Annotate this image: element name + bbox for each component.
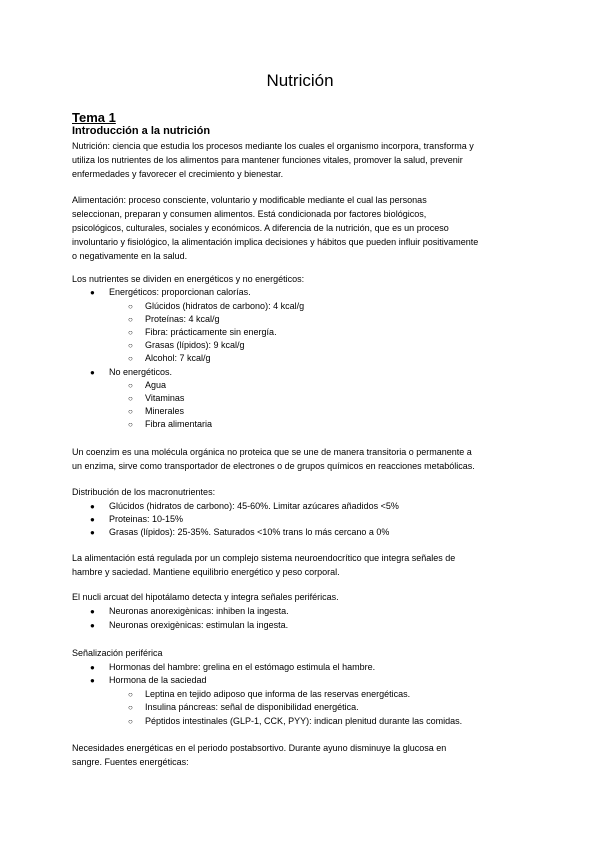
bullet-glyph: ● [90,528,95,537]
senalizacion-saciedad-label: Hormona de la saciedad [109,675,207,685]
circle-glyph: ○ [128,354,133,363]
energeticos-label: Energéticos: proporcionan calorías. [109,287,251,297]
bullet-glyph: ● [90,288,95,297]
no-energeticos-item: Fibra alimentaria [145,419,213,429]
nutricion-line: Nutrición: ciencia que estudia los procesos mediante los cuales el organismo incorpora, transforma y [72,141,474,151]
circle-glyph: ○ [128,315,133,324]
regulacion-line: La alimentación está regulada por un complejo sistema neuroendocrítico que integra señales de [72,553,456,563]
saciedad-item: Insulina páncreas: señal de disponibilidad energética. [145,702,359,712]
bullet-glyph: ● [90,663,95,672]
saciedad-item: Péptidos intestinales (GLP-1, CCK, PYY): indican plenitud durante las comidas. [145,716,463,726]
bullet-glyph: ● [90,368,95,377]
no-energeticos-item: Vitaminas [145,393,185,403]
alimentacion-line: psicológicos, culturales, sociales y económicos. A diferencia de la nutrición, que es un proceso [72,223,449,233]
nutricion-line: utiliza los nutrientes de los alimentos para mantener funciones vitales, promover la salud, prevenir [72,155,463,165]
tema-heading: Tema 1 [72,110,116,125]
regulacion-line: hambre y saciedad. Mantiene equilibrio energético y peso corporal. [72,567,340,577]
distribucion-item: Glúcidos (hidratos de carbono): 45-60%. Limitar azúcares añadidos <5% [109,501,399,511]
coenzima-line: un enzima, sirve como transportador de electrones o de grupos químicos en reacciones metabólicas. [72,461,475,471]
senalizacion-hambre: Hormonas del hambre: grelina en el estómago estimula el hambre. [109,662,376,672]
senalizacion-heading: Señalización periférica [72,648,163,658]
bullet-glyph: ● [90,515,95,524]
necesidades-line: Necesidades energéticas en el periodo postabsortivo. Durante ayuno disminuye la glucosa en [72,743,447,753]
energeticos-item: Proteínas: 4 kcal/g [145,314,220,324]
bullet-glyph: ● [90,621,95,630]
alimentacion-line: involuntario y fisiológico, la alimentación implica decisiones y hábitos que pueden influir positivamente [72,237,479,247]
circle-glyph: ○ [128,341,133,350]
saciedad-item: Leptina en tejido adiposo que informa de las reservas energéticas. [145,689,411,699]
nucli-item: Neuronas orexigènicas: estimulan la ingesta. [109,620,289,630]
circle-glyph: ○ [128,407,133,416]
no-energeticos-label: No energéticos. [109,367,173,377]
circle-glyph: ○ [128,703,133,712]
distribucion-heading: Distribución de los macronutrientes: [72,487,216,497]
necesidades-line: sangre. Fuentes energéticas: [72,757,189,767]
no-energeticos-item: Agua [145,380,167,390]
circle-glyph: ○ [128,717,133,726]
document-title: Nutrición [266,71,334,90]
energeticos-item: Fibra: prácticamente sin energía. [145,327,277,337]
energeticos-item: Glúcidos (hidratos de carbono): 4 kcal/g [145,301,305,311]
nucli-item: Neuronas anorexigènicas: inhiben la ingesta. [109,606,289,616]
bullet-glyph: ● [90,502,95,511]
section-title: Introducción a la nutrición [72,125,211,137]
coenzima-line: Un coenzim es una molécula orgánica no proteica que se une de manera transitoria o permanente a [72,447,472,457]
alimentacion-line: seleccionan, preparan y consumen alimentos. Está condicionada por factores biológicos, [72,209,427,219]
circle-glyph: ○ [128,420,133,429]
circle-glyph: ○ [128,394,133,403]
circle-glyph: ○ [128,381,133,390]
energeticos-item: Grasas (lípidos): 9 kcal/g [145,340,245,350]
alimentacion-line: Alimentación: proceso consciente, voluntario y modificable mediante el cual las personas [72,195,427,205]
bullet-glyph: ● [90,676,95,685]
circle-glyph: ○ [128,302,133,311]
no-energeticos-item: Minerales [145,406,185,416]
alimentacion-line: o negativamente en la salud. [72,251,188,261]
circle-glyph: ○ [128,690,133,699]
distribucion-item: Proteinas: 10-15% [109,514,184,524]
nucli-heading: El nucli arcuat del hipotálamo detecta y integra señales periféricas. [72,592,339,602]
bullet-glyph: ● [90,607,95,616]
nutrientes-intro: Los nutrientes se dividen en energéticos y no energéticos: [72,274,305,284]
circle-glyph: ○ [128,328,133,337]
distribucion-item: Grasas (lípidos): 25-35%. Saturados <10% trans lo más cercano a 0% [109,527,390,537]
nutricion-line: enfermedades y favorecer el crecimiento y bienestar. [72,169,284,179]
energeticos-item: Alcohol: 7 kcal/g [145,353,211,363]
